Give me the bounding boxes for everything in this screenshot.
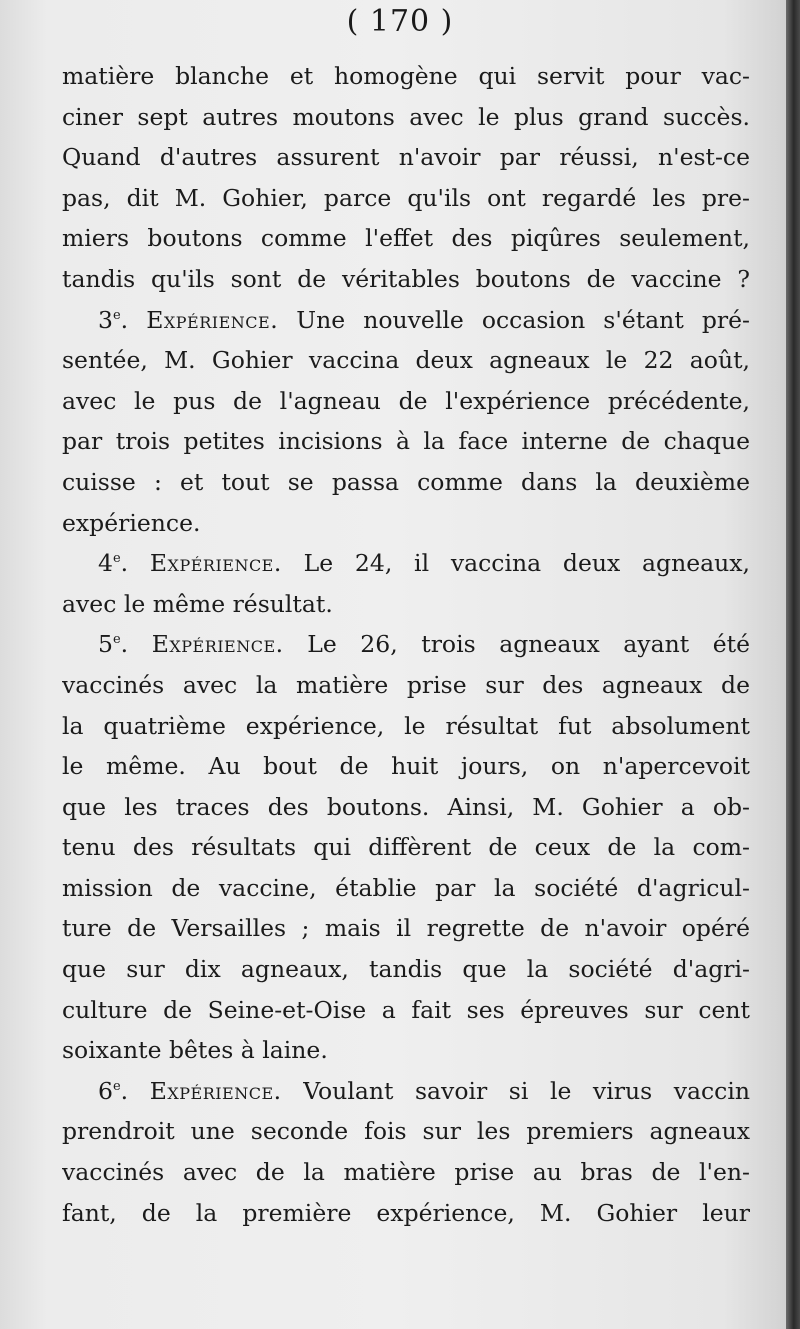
text-line: culture de Seine-et-Oise a fait ses épreuves sur cent	[62, 995, 750, 1024]
first-line-text: Le 26, trois agneaux ayant été	[307, 630, 750, 659]
text-line: sentée, M. Gohier vaccina deux agneaux le 22 août,	[62, 346, 750, 375]
experience-heading: Expérience.	[149, 1076, 282, 1105]
experience-heading: Expérience.	[146, 305, 279, 334]
text-line: le même. Au bout de huit jours, on n'apercevoit	[62, 752, 750, 781]
paragraph-first-line: 4e. Expérience. Le 24, il vaccina deux agneaux,	[98, 549, 750, 578]
paragraph-first-line: 3e. Expérience. Une nouvelle occasion s'étant pré-	[98, 305, 750, 334]
paragraph-experience-3	[62, 300, 750, 544]
text-line: la quatrième expérience, le résultat fut absolument	[62, 711, 750, 740]
text-line: par trois petites incisions à la face interne de chaque	[62, 427, 750, 456]
first-line-text: Le 24, il vaccina deux agneaux,	[303, 549, 750, 578]
text-line: que sur dix agneaux, tandis que la société d'agri-	[62, 955, 750, 984]
text-line: ciner sept autres moutons avec le plus grand succès.	[62, 102, 750, 131]
text-line: pas, dit M. Gohier, parce qu'ils ont regardé les pre-	[62, 183, 750, 212]
experience-number: 5	[98, 630, 113, 659]
text-line: avec le même résultat.	[62, 589, 333, 618]
paragraph-experience-5	[62, 624, 750, 1071]
experience-number: 4	[98, 549, 113, 578]
paragraph-first-line: 6e. Expérience. Voulant savoir si le virus vaccin	[98, 1076, 750, 1105]
text-line: vaccinés avec de la matière prise au bras de l'en-	[62, 1158, 750, 1187]
text-line: cuisse : et tout se passa comme dans la deuxième	[62, 467, 750, 496]
ordinal-suffix: e	[112, 551, 121, 567]
text-line: matière blanche et homogène qui servit pour vac-	[62, 62, 750, 90]
first-line-text: Une nouvelle occasion s'étant pré-	[296, 305, 750, 334]
text-line: expérience.	[62, 508, 201, 537]
text-line: mission de vaccine, établie par la société d'agricul-	[62, 873, 750, 902]
text-line: ture de Versailles ; mais il regrette de n'avoir opéré	[62, 914, 750, 943]
page-number: ( 170 )	[346, 4, 454, 39]
text-line: tenu des résultats qui diffèrent de ceux de la com-	[62, 833, 750, 862]
experience-number: 6	[98, 1076, 113, 1105]
text-line: que les traces des boutons. Ainsi, M. Gohier a ob-	[62, 792, 750, 821]
page-edge-shadow	[786, 0, 800, 1329]
text-line: soixante bêtes à laine.	[62, 1036, 328, 1065]
paragraph-first-line: 5e. Expérience. Le 26, trois agneaux ayant été	[98, 630, 750, 659]
text-line: fant, de la première expérience, M. Gohier leur	[62, 1198, 750, 1227]
paragraph-experience-6	[62, 1071, 750, 1233]
text-line: miers boutons comme l'effet des piqûres seulement,	[62, 224, 750, 253]
text-line: prendroit une seconde fois sur les premiers agneaux	[62, 1117, 750, 1146]
paragraph-continuation	[62, 56, 750, 300]
text-line: vaccinés avec la matière prise sur des agneaux de	[62, 670, 750, 699]
ordinal-suffix: e	[112, 307, 121, 323]
text-line: avec le pus de l'agneau de l'expérience précédente,	[62, 386, 750, 415]
text-line: tandis qu'ils sont de véritables boutons de vaccine ?	[62, 264, 750, 293]
first-line-text: Voulant savoir si le virus vaccin	[303, 1076, 750, 1105]
paragraph-experience-4	[62, 543, 750, 624]
ordinal-suffix: e	[112, 1079, 121, 1095]
text-line: Quand d'autres assurent n'avoir par réussi, n'est-ce	[62, 143, 750, 172]
page-text	[62, 56, 750, 1233]
experience-number: 3	[98, 305, 113, 334]
ordinal-suffix: e	[112, 632, 121, 648]
experience-heading: Expérience.	[151, 630, 284, 659]
experience-heading: Expérience.	[149, 549, 282, 578]
